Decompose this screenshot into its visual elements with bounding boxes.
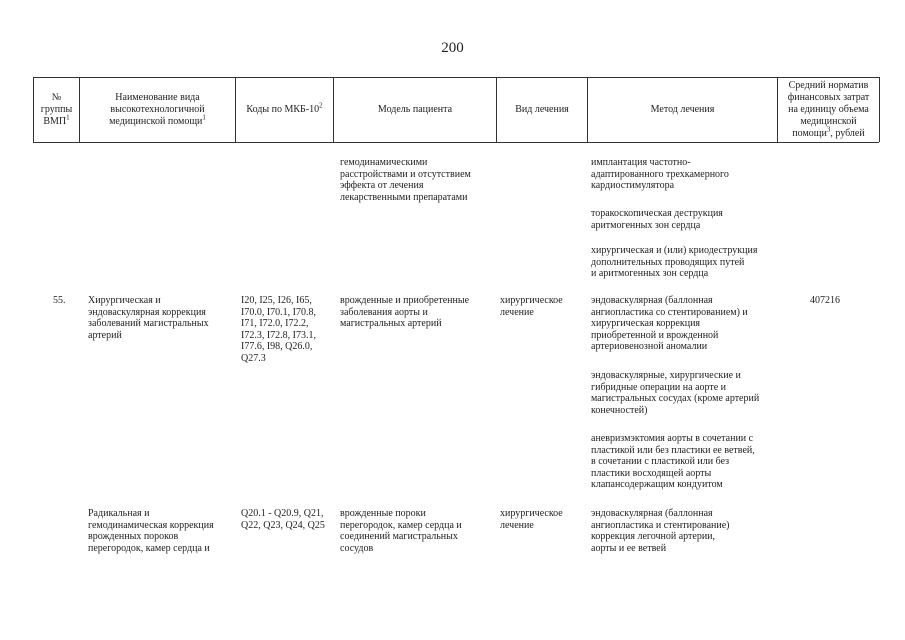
row-care-type-name: Радикальная и гемодинамическая коррекция врожденных пороков перегородок, камер сердца и [88, 508, 214, 554]
continuation-method-cell: имплантация частотно- адаптированного трехкамерного кардиостимулятора [591, 157, 729, 191]
footnote-ref: 1 [202, 113, 206, 122]
footnote-ref: 1 [66, 113, 70, 122]
continuation-method-cell: торакоскопическая деструкция аритмогенных зон сердца [591, 208, 723, 231]
header-divider [879, 77, 880, 142]
header-group-label: № группы ВМП [40, 91, 73, 127]
header-treatment-type [497, 78, 587, 141]
header-icd-codes [236, 78, 333, 141]
header-codes-label: Коды по МКБ-10 [246, 103, 320, 115]
footnote-ref: 2 [319, 101, 323, 110]
row-treatment-method: эндоваскулярные, хирургические и гибридные операции на аорте и магистральных сосудах (кроме артерий конечностей) [591, 370, 760, 416]
row-treatment-type: хирургическое лечение [500, 295, 563, 318]
row-icd-codes: I20, I25, I26, I65, I70.0, I70.1, I70.8, I71, I72.0, I72.2, I72.3, I72.8, I73.1, I77.6, I98, Q26.0, Q27.3 [241, 295, 316, 364]
header-patient-model [334, 78, 496, 141]
header-type-label: Вид лечения [515, 103, 569, 115]
header-bottom-border [33, 142, 879, 143]
header-model-label: Модель пациента [377, 103, 453, 115]
row-care-type-name: Хирургическая и эндоваскулярная коррекция заболеваний магистральных артерий [88, 295, 209, 341]
header-cost-suffix: , рублей [830, 127, 865, 139]
row-treatment-method: аневризмэктомия аорты в сочетании с пластикой или без пластики ее ветвей, в сочетании с пластикой или без пластики восходящей аорты клапансодержащим кондуитом [591, 433, 755, 490]
continuation-method-cell: хирургическая и (или) криодеструкция дополнительных проводящих путей и аритмогенных зон сердца [591, 245, 758, 279]
header-treatment-method [588, 78, 777, 141]
row-icd-codes: Q20.1 - Q20.9, Q21, Q22, Q23, Q24, Q25 [241, 508, 325, 531]
row-patient-model: врожденные пороки перегородок, камер сердца и соединений магистральных сосудов [340, 508, 462, 554]
row-treatment-type: хирургическое лечение [500, 508, 563, 531]
row-patient-model: врожденные и приобретенные заболевания аорты и магистральных артерий [340, 295, 470, 329]
header-average-cost [778, 78, 879, 141]
row-treatment-method: эндоваскулярная (баллонная ангиопластика и стентирование) коррекция легочной артерии, аорты и ее ветвей [591, 508, 730, 554]
continuation-model-cell: гемодинамическими расстройствами и отсутствием эффекта от лечения лекарственными препаратами [340, 157, 471, 203]
row-group-number: 55. [53, 295, 66, 306]
footnote-ref: 3 [826, 125, 831, 134]
row-treatment-method: эндоваскулярная (баллонная ангиопластика со стентированием) и хирургическая коррекция приобретенной и врожденной артериовенозной аномалии [591, 295, 748, 352]
row-average-cost: 407216 [810, 295, 840, 306]
header-care-type-name [80, 78, 235, 141]
page-number: 200 [441, 40, 464, 56]
header-method-label: Метод лечения [650, 103, 715, 115]
header-name-label: Наименование вида высокотехнологичной медицинской помощи [109, 91, 205, 127]
header-cost-label: Средний норматив финансовых затрат на единицу объема медицинской помощи [787, 79, 870, 139]
header-group-number [34, 78, 79, 141]
